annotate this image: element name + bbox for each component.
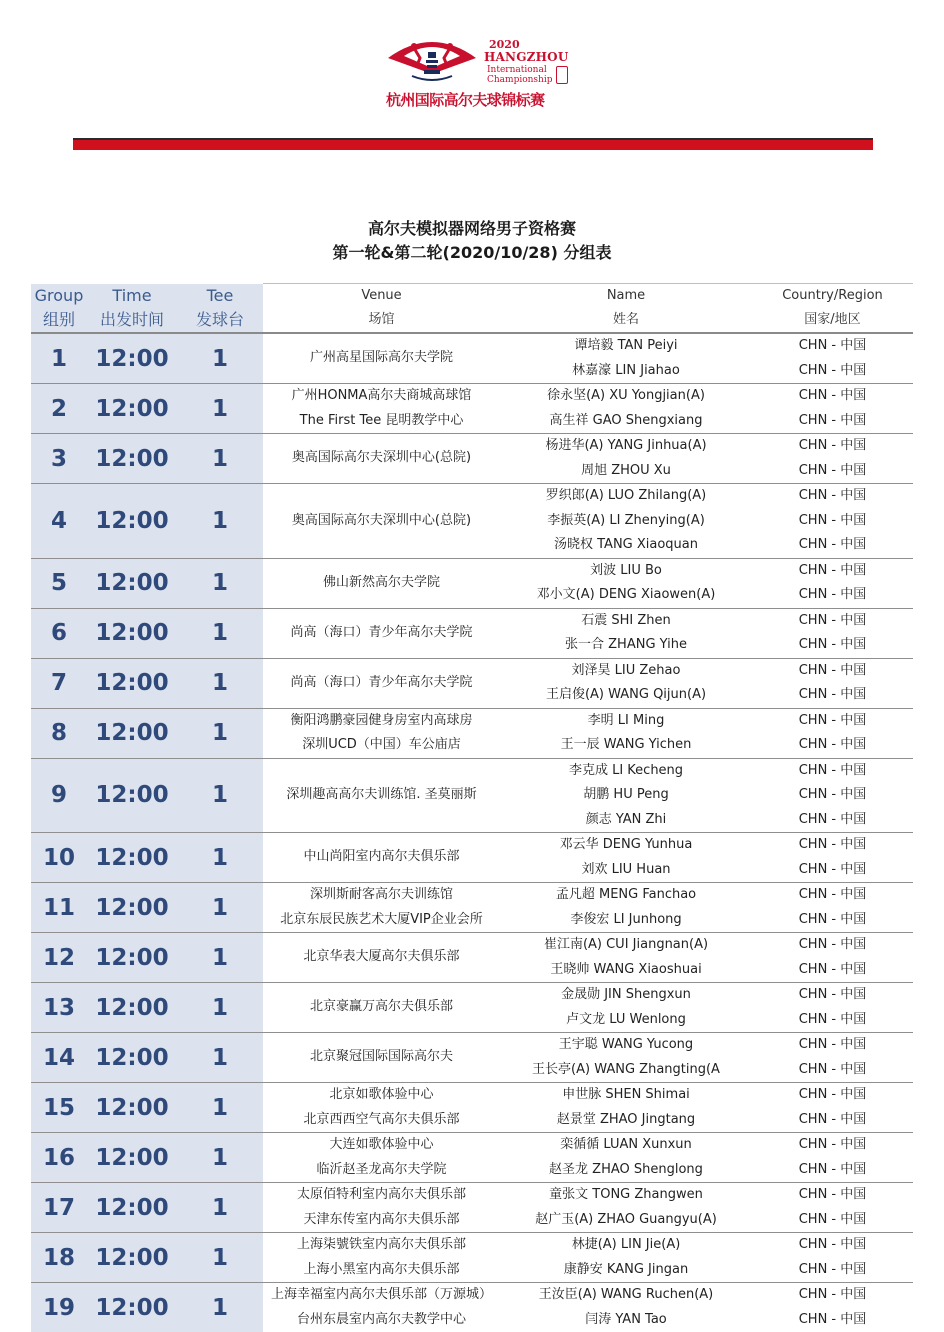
tee-time: 12:00 — [87, 484, 177, 559]
player-name: 金晟勋 JIN Shengxun — [500, 983, 752, 1008]
player-name: 孟凡超 MENG Fanchao — [500, 883, 752, 908]
group-number: 10 — [31, 833, 87, 883]
player-name: 康静安 KANG Jingan — [500, 1258, 752, 1283]
tee-number: 1 — [177, 484, 263, 559]
table-row — [31, 1233, 913, 1258]
tee-time: 12:00 — [87, 758, 177, 833]
tee-number: 1 — [177, 1083, 263, 1133]
tee-number: 1 — [177, 833, 263, 883]
group-number: 16 — [31, 1133, 87, 1183]
group-number: 5 — [31, 558, 87, 608]
group-number: 9 — [31, 758, 87, 833]
header-venue: Venue — [263, 284, 500, 309]
venue-cell — [263, 1183, 500, 1233]
player-name: 杨进华(A) YANG Jinhua(A) — [500, 434, 752, 459]
header-group: Group — [31, 284, 87, 309]
tee-number: 1 — [177, 658, 263, 708]
venue-name: 大连如歌体验中心 — [263, 1133, 500, 1158]
venue-cell — [263, 983, 500, 1033]
venue-name: 北京如歌体验中心 — [263, 1083, 500, 1108]
player-country: CHN - 中国 — [752, 1183, 913, 1208]
player-country: CHN - 中国 — [752, 833, 913, 858]
seal-icon — [556, 66, 568, 84]
player-name: 王一辰 WANG Yichen — [500, 733, 752, 758]
player-name: 周旭 ZHOU Xu — [500, 459, 752, 484]
tee-time: 12:00 — [87, 1133, 177, 1183]
tee-time: 12:00 — [87, 658, 177, 708]
tee-time: 12:00 — [87, 1233, 177, 1283]
venue-name: 上海小黑室内高尔夫俱乐部 — [263, 1258, 500, 1283]
player-country: CHN - 中国 — [752, 1008, 913, 1033]
tee-time: 12:00 — [87, 833, 177, 883]
player-country: CHN - 中国 — [752, 808, 913, 833]
tee-number: 1 — [177, 558, 263, 608]
player-country: CHN - 中国 — [752, 983, 913, 1008]
header-group-cn: 组别 — [31, 308, 87, 333]
player-country: CHN - 中国 — [752, 384, 913, 409]
venue-name: 深圳UCD（中国）车公庙店 — [263, 733, 500, 758]
player-name: 王宇聪 WANG Yucong — [500, 1033, 752, 1058]
player-country: CHN - 中国 — [752, 1233, 913, 1258]
tee-time: 12:00 — [87, 708, 177, 758]
venue-cell — [263, 333, 500, 384]
tee-time: 12:00 — [87, 983, 177, 1033]
tee-number: 1 — [177, 1133, 263, 1183]
venue-name: 尚高（海口）青少年高尔夫学院 — [263, 671, 500, 696]
player-country: CHN - 中国 — [752, 683, 913, 708]
player-name: 刘欢 LIU Huan — [500, 858, 752, 883]
venue-name: 深圳趣高高尔夫训练馆. 圣莫丽斯 — [263, 783, 500, 808]
group-number: 4 — [31, 484, 87, 559]
player-name: 王晓帅 WANG Xiaoshuai — [500, 958, 752, 983]
venue-name: 北京东辰民族艺术大厦VIP企业会所 — [263, 908, 500, 933]
venue-cell — [263, 1283, 500, 1332]
venue-cell — [263, 1083, 500, 1133]
table-row — [31, 434, 913, 459]
group-number: 12 — [31, 933, 87, 983]
player-name: 颜志 YAN Zhi — [500, 808, 752, 833]
player-country: CHN - 中国 — [752, 1208, 913, 1233]
venue-name: 广州HONMA高尔夫商城高球馆 — [263, 384, 500, 409]
player-name: 高生祥 GAO Shengxiang — [500, 409, 752, 434]
player-name: 罗织郎(A) LUO Zhilang(A) — [500, 484, 752, 509]
group-number: 2 — [31, 384, 87, 434]
tee-number: 1 — [177, 1233, 263, 1283]
player-country: CHN - 中国 — [752, 409, 913, 434]
table-row — [31, 384, 913, 409]
table-row — [31, 983, 913, 1008]
header-venue-cn: 场馆 — [263, 308, 500, 333]
tee-time: 12:00 — [87, 434, 177, 484]
tee-number: 1 — [177, 708, 263, 758]
tee-time: 12:00 — [87, 1283, 177, 1332]
player-country: CHN - 中国 — [752, 658, 913, 683]
player-country: CHN - 中国 — [752, 484, 913, 509]
tee-number: 1 — [177, 983, 263, 1033]
page-title: 高尔夫模拟器网络男子资格赛 — [0, 216, 944, 239]
player-name: 邓小文(A) DENG Xiaowen(A) — [500, 583, 752, 608]
venue-cell — [263, 434, 500, 484]
player-name: 刘波 LIU Bo — [500, 558, 752, 583]
venue-name: 北京豪赢万高尔夫俱乐部 — [263, 995, 500, 1020]
group-number: 18 — [31, 1233, 87, 1283]
tee-number: 1 — [177, 608, 263, 658]
venue-name: The First Tee 昆明教学中心 — [263, 409, 500, 434]
player-name: 胡鹏 HU Peng — [500, 783, 752, 808]
logo-chinese-name: 杭州国际高尔夫球锦标赛 — [386, 89, 572, 110]
player-country: CHN - 中国 — [752, 1258, 913, 1283]
player-country: CHN - 中国 — [752, 958, 913, 983]
player-country: CHN - 中国 — [752, 1133, 913, 1158]
tee-time: 12:00 — [87, 1183, 177, 1233]
tee-number: 1 — [177, 333, 263, 384]
venue-name: 北京聚冠国际国际高尔夫 — [263, 1045, 500, 1070]
player-name: 李振英(A) LI Zhenying(A) — [500, 509, 752, 534]
table-row — [31, 1083, 913, 1108]
venue-name: 上海柒號铁室内高尔夫俱乐部 — [263, 1233, 500, 1258]
tee-time: 12:00 — [87, 608, 177, 658]
table-row — [31, 758, 913, 783]
player-name: 张一合 ZHANG Yihe — [500, 633, 752, 658]
venue-name: 上海幸福室内高尔夫俱乐部（万源城） — [263, 1283, 500, 1308]
table-row — [31, 833, 913, 858]
venue-name: 奥高国际高尔夫深圳中心(总院) — [263, 509, 500, 534]
player-country: CHN - 中国 — [752, 908, 913, 933]
player-country: CHN - 中国 — [752, 733, 913, 758]
group-number: 1 — [31, 333, 87, 384]
player-country: CHN - 中国 — [752, 1083, 913, 1108]
venue-cell — [263, 484, 500, 559]
venue-name: 尚高（海口）青少年高尔夫学院 — [263, 621, 500, 646]
player-country: CHN - 中国 — [752, 633, 913, 658]
header-country: Country/Region — [752, 284, 913, 309]
tee-time: 12:00 — [87, 1033, 177, 1083]
venue-cell — [263, 1033, 500, 1083]
player-country: CHN - 中国 — [752, 758, 913, 783]
venue-name: 衡阳鸿鹏豪园健身房室内高球房 — [263, 709, 500, 734]
venue-cell — [263, 883, 500, 933]
venue-cell — [263, 1233, 500, 1283]
venue-name: 深圳斯耐客高尔夫训练馆 — [263, 883, 500, 908]
tee-number: 1 — [177, 1183, 263, 1233]
golfer-fan-emblem-icon — [384, 34, 480, 84]
player-country: CHN - 中国 — [752, 1108, 913, 1133]
venue-cell — [263, 658, 500, 708]
venue-cell — [263, 933, 500, 983]
tee-number: 1 — [177, 434, 263, 484]
tee-number: 1 — [177, 758, 263, 833]
header-country-cn: 国家/地区 — [752, 308, 913, 333]
table-row — [31, 558, 913, 583]
page-subtitle: 第一轮&第二轮(2020/10/28) 分组表 — [0, 240, 944, 263]
header-tee: Tee — [177, 284, 263, 309]
player-country: CHN - 中国 — [752, 708, 913, 733]
player-name: 李俊宏 LI Junhong — [500, 908, 752, 933]
table-row — [31, 608, 913, 633]
player-country: CHN - 中国 — [752, 608, 913, 633]
player-name: 赵广玉(A) ZHAO Guangyu(A) — [500, 1208, 752, 1233]
player-name: 林嘉濠 LIN Jiahao — [500, 359, 752, 384]
tee-number: 1 — [177, 1283, 263, 1332]
logo-year: 2020 — [489, 38, 520, 51]
venue-cell — [263, 384, 500, 434]
player-name: 谭培毅 TAN Peiyi — [500, 333, 752, 359]
tee-time: 12:00 — [87, 933, 177, 983]
tee-time: 12:00 — [87, 384, 177, 434]
venue-name: 奥高国际高尔夫深圳中心(总院) — [263, 446, 500, 471]
tee-time: 12:00 — [87, 883, 177, 933]
venue-cell — [263, 1133, 500, 1183]
venue-cell — [263, 758, 500, 833]
venue-name: 中山尚阳室内高尔夫俱乐部 — [263, 845, 500, 870]
logo-subtitle-2: Championship — [487, 75, 553, 85]
table-row — [31, 708, 913, 733]
championship-logo — [384, 34, 574, 110]
venue-name: 北京西西空气高尔夫俱乐部 — [263, 1108, 500, 1133]
header-divider — [73, 138, 873, 150]
player-country: CHN - 中国 — [752, 509, 913, 534]
table-row — [31, 1183, 913, 1208]
group-number: 6 — [31, 608, 87, 658]
player-name: 汤晓权 TANG Xiaoquan — [500, 533, 752, 558]
player-country: CHN - 中国 — [752, 1283, 913, 1308]
tee-number: 1 — [177, 384, 263, 434]
venue-name: 广州高星国际高尔夫学院 — [263, 346, 500, 371]
player-name: 申世脉 SHEN Shimai — [500, 1083, 752, 1108]
player-country: CHN - 中国 — [752, 883, 913, 908]
table-row — [31, 1033, 913, 1058]
group-number: 15 — [31, 1083, 87, 1133]
player-country: CHN - 中国 — [752, 1033, 913, 1058]
player-name: 王启俊(A) WANG Qijun(A) — [500, 683, 752, 708]
player-country: CHN - 中国 — [752, 1158, 913, 1183]
player-name: 石震 SHI Zhen — [500, 608, 752, 633]
logo-subtitle-1: International — [487, 65, 547, 75]
player-name: 童张文 TONG Zhangwen — [500, 1183, 752, 1208]
tee-number: 1 — [177, 933, 263, 983]
tee-time: 12:00 — [87, 558, 177, 608]
player-name: 闫涛 YAN Tao — [500, 1308, 752, 1332]
table-row — [31, 933, 913, 958]
venue-name: 太原佰特利室内高尔夫俱乐部 — [263, 1183, 500, 1208]
player-country: CHN - 中国 — [752, 1058, 913, 1083]
group-number: 19 — [31, 1283, 87, 1332]
table-row — [31, 658, 913, 683]
player-name: 徐永坚(A) XU Yongjian(A) — [500, 384, 752, 409]
player-name: 李克成 LI Kecheng — [500, 758, 752, 783]
header-tee-cn: 发球台 — [177, 308, 263, 333]
group-number: 8 — [31, 708, 87, 758]
pairings-table — [31, 283, 913, 1332]
player-name: 邓云华 DENG Yunhua — [500, 833, 752, 858]
venue-cell — [263, 558, 500, 608]
player-name: 崔江南(A) CUI Jiangnan(A) — [500, 933, 752, 958]
player-country: CHN - 中国 — [752, 558, 913, 583]
player-name: 王长亭(A) WANG Zhangting(A — [500, 1058, 752, 1083]
venue-name: 台州东晨室内高尔夫教学中心 — [263, 1308, 500, 1332]
tee-number: 1 — [177, 1033, 263, 1083]
group-number: 13 — [31, 983, 87, 1033]
venue-cell — [263, 708, 500, 758]
table-row — [31, 484, 913, 509]
group-number: 14 — [31, 1033, 87, 1083]
tee-number: 1 — [177, 883, 263, 933]
group-number: 11 — [31, 883, 87, 933]
player-country: CHN - 中国 — [752, 783, 913, 808]
logo-city: HANGZHOU — [484, 50, 568, 64]
player-name: 李明 LI Ming — [500, 708, 752, 733]
group-number: 3 — [31, 434, 87, 484]
header-time: Time — [87, 284, 177, 309]
player-name: 栾循循 LUAN Xunxun — [500, 1133, 752, 1158]
group-number: 17 — [31, 1183, 87, 1233]
player-name: 赵圣龙 ZHAO Shenglong — [500, 1158, 752, 1183]
table-row — [31, 1133, 913, 1158]
player-name: 林捷(A) LIN Jie(A) — [500, 1233, 752, 1258]
player-country: CHN - 中国 — [752, 333, 913, 359]
venue-cell — [263, 833, 500, 883]
tee-time: 12:00 — [87, 1083, 177, 1133]
header-time-cn: 出发时间 — [87, 308, 177, 333]
venue-name: 临沂赵圣龙高尔夫学院 — [263, 1158, 500, 1183]
player-country: CHN - 中国 — [752, 858, 913, 883]
player-country: CHN - 中国 — [752, 359, 913, 384]
player-country: CHN - 中国 — [752, 583, 913, 608]
player-country: CHN - 中国 — [752, 533, 913, 558]
venue-name: 天津东传室内高尔夫俱乐部 — [263, 1208, 500, 1233]
group-number: 7 — [31, 658, 87, 708]
table-row — [31, 1283, 913, 1308]
venue-name: 佛山新然高尔夫学院 — [263, 571, 500, 596]
header-name-cn: 姓名 — [500, 308, 752, 333]
player-name: 王汝臣(A) WANG Ruchen(A) — [500, 1283, 752, 1308]
table-row — [31, 333, 913, 359]
venue-cell — [263, 608, 500, 658]
tee-time: 12:00 — [87, 333, 177, 384]
player-country: CHN - 中国 — [752, 933, 913, 958]
player-country: CHN - 中国 — [752, 434, 913, 459]
table-row — [31, 883, 913, 908]
player-name: 刘泽昊 LIU Zehao — [500, 658, 752, 683]
player-country: CHN - 中国 — [752, 1308, 913, 1332]
player-name: 卢文龙 LU Wenlong — [500, 1008, 752, 1033]
player-country: CHN - 中国 — [752, 459, 913, 484]
player-name: 赵景堂 ZHAO Jingtang — [500, 1108, 752, 1133]
venue-name: 北京华表大厦高尔夫俱乐部 — [263, 945, 500, 970]
header-name: Name — [500, 284, 752, 309]
